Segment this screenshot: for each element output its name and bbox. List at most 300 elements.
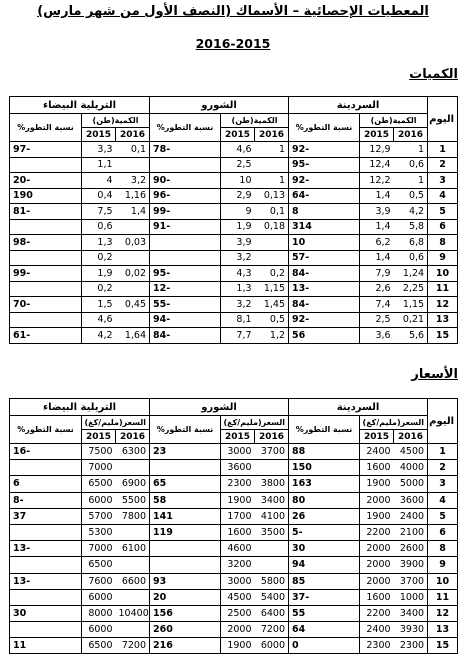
chourou-2016-cell: 1 bbox=[255, 142, 289, 158]
sardine-group-header: السردينة bbox=[289, 399, 428, 416]
chourou-2015-cell: 4600 bbox=[221, 541, 255, 557]
chourou-evolution-cell: 91- bbox=[150, 219, 221, 235]
sardine-2015-cell: 7,4 bbox=[360, 297, 394, 313]
white-trillie-group-header: التريلية البيضاء bbox=[10, 97, 150, 114]
white-trillie-evolution-cell: 6 bbox=[10, 476, 82, 492]
white-trillie-2016-cell: 0,03 bbox=[116, 235, 150, 251]
table-row bbox=[10, 573, 458, 589]
white-trillie-evolution-header: نسبة التطور% bbox=[10, 416, 82, 444]
sardine-evolution-cell: 55 bbox=[289, 605, 360, 621]
chourou-2016-cell: 3500 bbox=[255, 524, 289, 540]
sardine-year-2016-header: 2016 bbox=[394, 430, 428, 444]
chourou-evolution-cell: 119 bbox=[150, 524, 221, 540]
white-trillie-year-2015-header: 2015 bbox=[82, 430, 116, 444]
chourou-group-header: الشورو bbox=[150, 97, 289, 114]
sardine-2015-cell: 1,4 bbox=[360, 250, 394, 266]
white-trillie-2016-cell: 6300 bbox=[116, 444, 150, 460]
white-trillie-2015-cell: 3,3 bbox=[82, 142, 116, 158]
white-trillie-evolution-cell: 70- bbox=[10, 297, 82, 313]
white-trillie-evolution-cell bbox=[10, 250, 82, 266]
chourou-evolution-cell: 216 bbox=[150, 638, 221, 654]
white-trillie-evolution-cell bbox=[10, 557, 82, 573]
white-trillie-evolution-cell: 99- bbox=[10, 266, 82, 282]
chourou-2016-cell: 0,5 bbox=[255, 312, 289, 328]
white-trillie-2016-cell bbox=[116, 312, 150, 328]
chourou-measure-header: الكمية(طن) bbox=[221, 114, 289, 128]
chourou-group-header: الشورو bbox=[150, 399, 289, 416]
chourou-2016-cell: 1 bbox=[255, 173, 289, 189]
day-cell: 15 bbox=[428, 328, 458, 344]
sardine-2016-cell: 4000 bbox=[394, 460, 428, 476]
sardine-2015-cell: 2000 bbox=[360, 573, 394, 589]
sardine-2015-cell: 1600 bbox=[360, 460, 394, 476]
header-row-groups bbox=[10, 399, 458, 416]
day-cell: 3 bbox=[428, 476, 458, 492]
chourou-2016-cell: 3700 bbox=[255, 444, 289, 460]
chourou-evolution-cell: 93 bbox=[150, 573, 221, 589]
chourou-2016-cell bbox=[255, 157, 289, 173]
sardine-2016-cell: 3900 bbox=[394, 557, 428, 573]
chourou-year-2015-header: 2015 bbox=[221, 128, 255, 142]
white-trillie-evolution-cell bbox=[10, 281, 82, 297]
chourou-evolution-header: نسبة التطور% bbox=[150, 416, 221, 444]
chourou-evolution-cell: 156 bbox=[150, 605, 221, 621]
day-cell: 5 bbox=[428, 508, 458, 524]
document-title: المعطيات الإحصائية – الأسماك (النصف الأول من شهر مارس) bbox=[37, 4, 429, 19]
sardine-evolution-cell: 95- bbox=[289, 157, 360, 173]
chourou-2015-cell: 3000 bbox=[221, 573, 255, 589]
chourou-measure-header: السعر(مليم/كغ) bbox=[221, 416, 289, 430]
white-trillie-2015-cell: 7000 bbox=[82, 541, 116, 557]
white-trillie-evolution-cell bbox=[10, 524, 82, 540]
white-trillie-year-2016-header: 2016 bbox=[116, 128, 150, 142]
sardine-evolution-cell: 92- bbox=[289, 142, 360, 158]
white-trillie-2015-cell: 5300 bbox=[82, 524, 116, 540]
chourou-evolution-cell: 260 bbox=[150, 622, 221, 638]
sardine-evolution-cell: 37- bbox=[289, 589, 360, 605]
day-cell: 6 bbox=[428, 219, 458, 235]
white-trillie-2015-cell: 0,2 bbox=[82, 250, 116, 266]
white-trillie-evolution-cell: 20- bbox=[10, 173, 82, 189]
chourou-2016-cell: 5400 bbox=[255, 589, 289, 605]
chourou-evolution-cell bbox=[150, 557, 221, 573]
white-trillie-evolution-cell: 190 bbox=[10, 188, 82, 204]
sardine-evolution-cell: 56 bbox=[289, 328, 360, 344]
chourou-2015-cell: 2500 bbox=[221, 605, 255, 621]
sardine-2015-cell: 12,2 bbox=[360, 173, 394, 189]
white-trillie-evolution-cell bbox=[10, 219, 82, 235]
white-trillie-2015-cell: 1,5 bbox=[82, 297, 116, 313]
sardine-evolution-cell: 84- bbox=[289, 266, 360, 282]
day-cell: 15 bbox=[428, 638, 458, 654]
table-row bbox=[10, 622, 458, 638]
chourou-evolution-cell bbox=[150, 541, 221, 557]
chourou-evolution-cell: 95- bbox=[150, 266, 221, 282]
white-trillie-evolution-header: نسبة التطور% bbox=[10, 114, 82, 142]
table-row bbox=[10, 266, 458, 282]
table-row bbox=[10, 508, 458, 524]
day-cell: 10 bbox=[428, 573, 458, 589]
sardine-2015-cell: 1600 bbox=[360, 589, 394, 605]
white-trillie-2016-cell bbox=[116, 622, 150, 638]
sardine-year-2015-header: 2015 bbox=[360, 128, 394, 142]
day-cell: 8 bbox=[428, 541, 458, 557]
prices-table bbox=[9, 398, 458, 654]
chourou-evolution-cell: 65 bbox=[150, 476, 221, 492]
chourou-evolution-cell: 99- bbox=[150, 204, 221, 220]
sardine-2016-cell: 3930 bbox=[394, 622, 428, 638]
white-trillie-2015-cell: 7000 bbox=[82, 460, 116, 476]
white-trillie-2015-cell: 6000 bbox=[82, 622, 116, 638]
sardine-group-header: السردينة bbox=[289, 97, 428, 114]
white-trillie-2016-cell: 0,1 bbox=[116, 142, 150, 158]
chourou-2016-cell bbox=[255, 557, 289, 573]
white-trillie-2015-cell: 1,1 bbox=[82, 157, 116, 173]
sardine-evolution-cell: 92- bbox=[289, 173, 360, 189]
white-trillie-evolution-cell: 37 bbox=[10, 508, 82, 524]
chourou-2016-cell bbox=[255, 250, 289, 266]
white-trillie-2016-cell bbox=[116, 524, 150, 540]
chourou-2016-cell: 3800 bbox=[255, 476, 289, 492]
sardine-2015-cell: 2400 bbox=[360, 444, 394, 460]
chourou-2015-cell: 2300 bbox=[221, 476, 255, 492]
sardine-evolution-cell: 5- bbox=[289, 524, 360, 540]
sardine-2015-cell: 2,6 bbox=[360, 281, 394, 297]
sardine-2016-cell: 4500 bbox=[394, 444, 428, 460]
day-cell: 13 bbox=[428, 312, 458, 328]
chourou-2015-cell: 4,3 bbox=[221, 266, 255, 282]
sardine-2016-cell: 0,6 bbox=[394, 250, 428, 266]
chourou-2015-cell: 1,3 bbox=[221, 281, 255, 297]
table-row bbox=[10, 219, 458, 235]
white-trillie-evolution-cell: 98- bbox=[10, 235, 82, 251]
white-trillie-2015-cell: 4 bbox=[82, 173, 116, 189]
chourou-2015-cell: 2,5 bbox=[221, 157, 255, 173]
white-trillie-2016-cell bbox=[116, 460, 150, 476]
sardine-evolution-cell: 84- bbox=[289, 297, 360, 313]
white-trillie-2015-cell: 7,5 bbox=[82, 204, 116, 220]
day-cell: 8 bbox=[428, 235, 458, 251]
day-cell: 6 bbox=[428, 524, 458, 540]
table-row bbox=[10, 444, 458, 460]
sardine-evolution-cell: 150 bbox=[289, 460, 360, 476]
day-cell: 11 bbox=[428, 281, 458, 297]
table-row bbox=[10, 142, 458, 158]
sardine-evolution-cell: 80 bbox=[289, 492, 360, 508]
sardine-2016-cell: 0,5 bbox=[394, 188, 428, 204]
chourou-2015-cell: 3,2 bbox=[221, 297, 255, 313]
day-cell: 2 bbox=[428, 460, 458, 476]
chourou-2015-cell: 3,2 bbox=[221, 250, 255, 266]
chourou-evolution-cell: 141 bbox=[150, 508, 221, 524]
chourou-2016-cell: 6400 bbox=[255, 605, 289, 621]
sardine-evolution-cell: 314 bbox=[289, 219, 360, 235]
white-trillie-2015-cell: 0,4 bbox=[82, 188, 116, 204]
chourou-evolution-cell: 55- bbox=[150, 297, 221, 313]
table-row bbox=[10, 157, 458, 173]
chourou-evolution-cell: 12- bbox=[150, 281, 221, 297]
white-trillie-2016-cell: 0,02 bbox=[116, 266, 150, 282]
white-trillie-2015-cell: 4,6 bbox=[82, 312, 116, 328]
day-cell: 10 bbox=[428, 266, 458, 282]
day-cell: 9 bbox=[428, 557, 458, 573]
chourou-evolution-cell: 58 bbox=[150, 492, 221, 508]
sardine-2016-cell: 2600 bbox=[394, 541, 428, 557]
sardine-year-2015-header: 2015 bbox=[360, 430, 394, 444]
sardine-2016-cell: 4,2 bbox=[394, 204, 428, 220]
sardine-evolution-cell: 57- bbox=[289, 250, 360, 266]
chourou-evolution-cell bbox=[150, 157, 221, 173]
white-trillie-evolution-cell: 8- bbox=[10, 492, 82, 508]
chourou-evolution-cell: 84- bbox=[150, 328, 221, 344]
chourou-2015-cell: 1700 bbox=[221, 508, 255, 524]
table-row bbox=[10, 188, 458, 204]
chourou-2015-cell: 3600 bbox=[221, 460, 255, 476]
white-trillie-2016-cell bbox=[116, 281, 150, 297]
white-trillie-2016-cell: 3,2 bbox=[116, 173, 150, 189]
chourou-2015-cell: 1900 bbox=[221, 638, 255, 654]
chourou-evolution-cell: 23 bbox=[150, 444, 221, 460]
day-cell: 4 bbox=[428, 188, 458, 204]
chourou-2016-cell: 6000 bbox=[255, 638, 289, 654]
sardine-evolution-cell: 85 bbox=[289, 573, 360, 589]
chourou-evolution-cell: 90- bbox=[150, 173, 221, 189]
chourou-2016-cell: 7200 bbox=[255, 622, 289, 638]
white-trillie-2015-cell: 7500 bbox=[82, 444, 116, 460]
chourou-evolution-cell: 96- bbox=[150, 188, 221, 204]
chourou-2015-cell: 1,9 bbox=[221, 219, 255, 235]
sardine-2016-cell: 5,6 bbox=[394, 328, 428, 344]
table-row bbox=[10, 541, 458, 557]
table-row bbox=[10, 557, 458, 573]
chourou-2016-cell: 4100 bbox=[255, 508, 289, 524]
chourou-2015-cell: 3000 bbox=[221, 444, 255, 460]
sardine-2016-cell: 3400 bbox=[394, 605, 428, 621]
chourou-2016-cell: 1,45 bbox=[255, 297, 289, 313]
sardine-2016-cell: 2,25 bbox=[394, 281, 428, 297]
sardine-evolution-cell: 94 bbox=[289, 557, 360, 573]
sardine-year-2016-header: 2016 bbox=[394, 128, 428, 142]
chourou-evolution-cell: 78- bbox=[150, 142, 221, 158]
sardine-evolution-cell: 163 bbox=[289, 476, 360, 492]
white-trillie-evolution-cell bbox=[10, 589, 82, 605]
table-row bbox=[10, 524, 458, 540]
sardine-2015-cell: 3,6 bbox=[360, 328, 394, 344]
sardine-evolution-cell: 10 bbox=[289, 235, 360, 251]
white-trillie-2016-cell: 7800 bbox=[116, 508, 150, 524]
sardine-2016-cell: 3700 bbox=[394, 573, 428, 589]
sardine-2015-cell: 2000 bbox=[360, 541, 394, 557]
chourou-year-2016-header: 2016 bbox=[255, 128, 289, 142]
sardine-2015-cell: 2300 bbox=[360, 638, 394, 654]
chourou-evolution-cell: 94- bbox=[150, 312, 221, 328]
table-row bbox=[10, 235, 458, 251]
sardine-2015-cell: 2200 bbox=[360, 524, 394, 540]
chourou-2016-cell: 0,18 bbox=[255, 219, 289, 235]
table-row bbox=[10, 312, 458, 328]
chourou-2016-cell: 3400 bbox=[255, 492, 289, 508]
white-trillie-2016-cell: 1,64 bbox=[116, 328, 150, 344]
chourou-2016-cell: 0,13 bbox=[255, 188, 289, 204]
sardine-evolution-header: نسبة التطور% bbox=[289, 114, 360, 142]
chourou-2015-cell: 4,6 bbox=[221, 142, 255, 158]
white-trillie-2016-cell: 10400 bbox=[116, 605, 150, 621]
white-trillie-group-header: التريلية البيضاء bbox=[10, 399, 150, 416]
white-trillie-2016-cell: 1,4 bbox=[116, 204, 150, 220]
sardine-2015-cell: 2,5 bbox=[360, 312, 394, 328]
white-trillie-2016-cell: 6100 bbox=[116, 541, 150, 557]
sardine-2016-cell: 1,15 bbox=[394, 297, 428, 313]
chourou-2015-cell: 1600 bbox=[221, 524, 255, 540]
white-trillie-evolution-cell bbox=[10, 157, 82, 173]
header-row-measure bbox=[10, 114, 458, 128]
chourou-2015-cell: 3200 bbox=[221, 557, 255, 573]
table-row bbox=[10, 173, 458, 189]
table-row bbox=[10, 492, 458, 508]
white-trillie-2015-cell: 6000 bbox=[82, 492, 116, 508]
sardine-2016-cell: 1 bbox=[394, 142, 428, 158]
sardine-2016-cell: 0,21 bbox=[394, 312, 428, 328]
white-trillie-evolution-cell bbox=[10, 460, 82, 476]
sardine-2016-cell: 0,6 bbox=[394, 157, 428, 173]
white-trillie-2016-cell bbox=[116, 219, 150, 235]
table-row bbox=[10, 605, 458, 621]
white-trillie-2016-cell: 5500 bbox=[116, 492, 150, 508]
prices-heading: الأسعار bbox=[411, 367, 458, 382]
sardine-2016-cell: 3600 bbox=[394, 492, 428, 508]
sardine-2015-cell: 2200 bbox=[360, 605, 394, 621]
sardine-2016-cell: 2400 bbox=[394, 508, 428, 524]
chourou-evolution-cell: 20 bbox=[150, 589, 221, 605]
header-row-measure bbox=[10, 416, 458, 430]
white-trillie-2015-cell: 4,2 bbox=[82, 328, 116, 344]
sardine-evolution-cell: 26 bbox=[289, 508, 360, 524]
white-trillie-evolution-cell: 13- bbox=[10, 541, 82, 557]
day-cell: 11 bbox=[428, 589, 458, 605]
sardine-evolution-cell: 64- bbox=[289, 188, 360, 204]
sardine-2015-cell: 2000 bbox=[360, 557, 394, 573]
chourou-year-2016-header: 2016 bbox=[255, 430, 289, 444]
sardine-evolution-cell: 8 bbox=[289, 204, 360, 220]
chourou-2015-cell: 3,9 bbox=[221, 235, 255, 251]
chourou-2015-cell: 2,9 bbox=[221, 188, 255, 204]
sardine-2015-cell: 7,9 bbox=[360, 266, 394, 282]
chourou-2015-cell: 7,7 bbox=[221, 328, 255, 344]
white-trillie-evolution-cell: 16- bbox=[10, 444, 82, 460]
table-row bbox=[10, 281, 458, 297]
sardine-2015-cell: 6,2 bbox=[360, 235, 394, 251]
white-trillie-year-2016-header: 2016 bbox=[116, 430, 150, 444]
sardine-2016-cell: 1000 bbox=[394, 589, 428, 605]
white-trillie-2015-cell: 6500 bbox=[82, 557, 116, 573]
sardine-2015-cell: 3,9 bbox=[360, 204, 394, 220]
white-trillie-evolution-cell: 13- bbox=[10, 573, 82, 589]
day-cell: 1 bbox=[428, 142, 458, 158]
white-trillie-2015-cell: 6500 bbox=[82, 638, 116, 654]
chourou-2016-cell: 0,2 bbox=[255, 266, 289, 282]
white-trillie-evolution-cell: 81- bbox=[10, 204, 82, 220]
white-trillie-evolution-cell: 61- bbox=[10, 328, 82, 344]
white-trillie-2016-cell bbox=[116, 557, 150, 573]
white-trillie-evolution-cell: 97- bbox=[10, 142, 82, 158]
sardine-2015-cell: 1900 bbox=[360, 508, 394, 524]
day-cell: 9 bbox=[428, 250, 458, 266]
chourou-evolution-header: نسبة التطور% bbox=[150, 114, 221, 142]
quantities-heading: الكميات bbox=[409, 67, 458, 82]
sardine-2015-cell: 1900 bbox=[360, 476, 394, 492]
chourou-year-2015-header: 2015 bbox=[221, 430, 255, 444]
day-cell: 1 bbox=[428, 444, 458, 460]
table-row bbox=[10, 204, 458, 220]
white-trillie-2015-cell: 8000 bbox=[82, 605, 116, 621]
sardine-2016-cell: 2100 bbox=[394, 524, 428, 540]
chourou-evolution-cell bbox=[150, 250, 221, 266]
chourou-2015-cell: 4500 bbox=[221, 589, 255, 605]
white-trillie-year-2015-header: 2015 bbox=[82, 128, 116, 142]
white-trillie-2016-cell bbox=[116, 157, 150, 173]
header-row-groups bbox=[10, 97, 458, 114]
chourou-2016-cell bbox=[255, 541, 289, 557]
table-row bbox=[10, 328, 458, 344]
day-cell: 12 bbox=[428, 297, 458, 313]
day-cell: 4 bbox=[428, 492, 458, 508]
white-trillie-2016-cell bbox=[116, 250, 150, 266]
white-trillie-2016-cell: 6900 bbox=[116, 476, 150, 492]
chourou-2016-cell bbox=[255, 460, 289, 476]
sardine-2016-cell: 6,8 bbox=[394, 235, 428, 251]
chourou-2016-cell: 0,1 bbox=[255, 204, 289, 220]
table-row bbox=[10, 460, 458, 476]
table-row bbox=[10, 638, 458, 654]
table-row bbox=[10, 476, 458, 492]
white-trillie-measure-header: الكمية(طن) bbox=[82, 114, 150, 128]
sardine-evolution-cell: 30 bbox=[289, 541, 360, 557]
chourou-2016-cell: 5800 bbox=[255, 573, 289, 589]
sardine-2015-cell: 2000 bbox=[360, 492, 394, 508]
white-trillie-2015-cell: 5700 bbox=[82, 508, 116, 524]
chourou-2015-cell: 9 bbox=[221, 204, 255, 220]
day-cell: 13 bbox=[428, 622, 458, 638]
chourou-evolution-cell bbox=[150, 235, 221, 251]
white-trillie-2015-cell: 1,9 bbox=[82, 266, 116, 282]
sardine-2015-cell: 1,4 bbox=[360, 219, 394, 235]
chourou-2015-cell: 10 bbox=[221, 173, 255, 189]
table-row bbox=[10, 250, 458, 266]
day-cell: 12 bbox=[428, 605, 458, 621]
sardine-2016-cell: 5,8 bbox=[394, 219, 428, 235]
chourou-2016-cell: 1,15 bbox=[255, 281, 289, 297]
white-trillie-2015-cell: 0,6 bbox=[82, 219, 116, 235]
white-trillie-evolution-cell bbox=[10, 312, 82, 328]
white-trillie-evolution-cell: 11 bbox=[10, 638, 82, 654]
chourou-evolution-cell bbox=[150, 460, 221, 476]
sardine-evolution-cell: 0 bbox=[289, 638, 360, 654]
sardine-2015-cell: 12,4 bbox=[360, 157, 394, 173]
day-header: اليوم bbox=[428, 399, 458, 444]
white-trillie-measure-header: السعر(مليم/كغ) bbox=[82, 416, 150, 430]
white-trillie-evolution-cell: 30 bbox=[10, 605, 82, 621]
sardine-2015-cell: 12,9 bbox=[360, 142, 394, 158]
white-trillie-2015-cell: 0,2 bbox=[82, 281, 116, 297]
white-trillie-2016-cell: 0,45 bbox=[116, 297, 150, 313]
day-cell: 5 bbox=[428, 204, 458, 220]
sardine-2016-cell: 5000 bbox=[394, 476, 428, 492]
day-header: اليوم bbox=[428, 97, 458, 142]
chourou-2015-cell: 1900 bbox=[221, 492, 255, 508]
white-trillie-2015-cell: 6000 bbox=[82, 589, 116, 605]
sardine-evolution-header: نسبة التطور% bbox=[289, 416, 360, 444]
chourou-2016-cell: 1,2 bbox=[255, 328, 289, 344]
